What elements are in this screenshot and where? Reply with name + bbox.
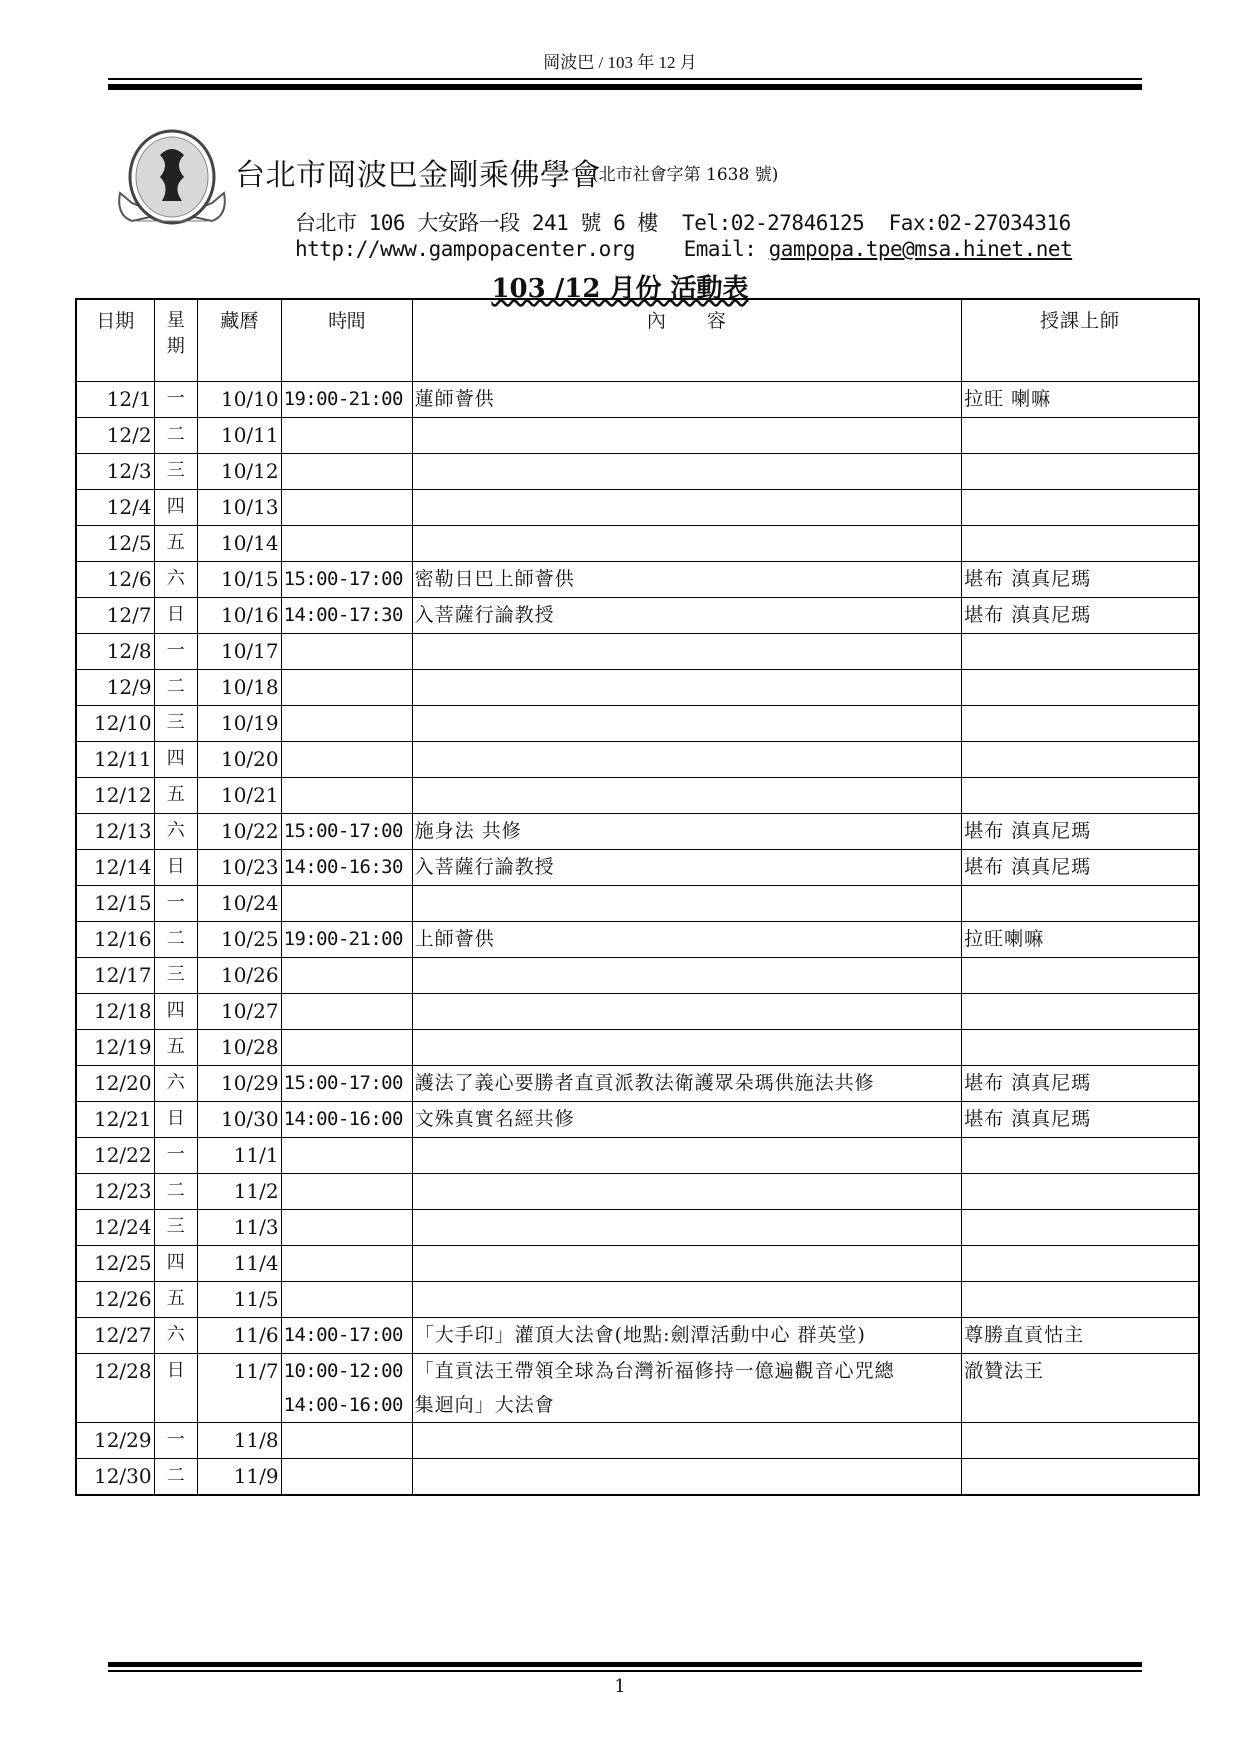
page-title: 103 /12 月份 活動表: [491, 274, 749, 304]
cell-teacher: [962, 994, 1199, 1030]
cell-lunar-date: 11/8: [197, 1423, 281, 1459]
cell-content: [412, 1138, 961, 1174]
cell-teacher: [962, 670, 1199, 706]
cell-weekday: 四: [154, 742, 197, 778]
cell-teacher: [962, 526, 1199, 562]
cell-content: 施身法 共修: [412, 814, 961, 850]
cell-date: 12/27: [76, 1318, 154, 1354]
cell-date: 12/21: [76, 1102, 154, 1138]
cell-weekday: 四: [154, 1246, 197, 1282]
cell-content: 護法了義心要勝者直貢派教法衛護眾朵瑪供施法共修: [412, 1066, 961, 1102]
footer-rule: [108, 1662, 1142, 1674]
cell-lunar-date: 10/26: [197, 958, 281, 994]
cell-weekday: 三: [154, 454, 197, 490]
cell-time: 10:00-12:00 14:00-16:00: [281, 1354, 412, 1423]
table-row: [76, 1459, 1199, 1496]
cell-date: 12/8: [76, 634, 154, 670]
table-row: [76, 526, 1199, 562]
cell-lunar-date: 10/15: [197, 562, 281, 598]
table-row: [76, 850, 1199, 886]
cell-teacher: [962, 454, 1199, 490]
page-number: 1: [614, 1676, 626, 1697]
cell-time: [281, 994, 412, 1030]
cell-weekday: 六: [154, 562, 197, 598]
cell-lunar-date: 10/28: [197, 1030, 281, 1066]
website-url[interactable]: http://www.gampopacenter.org Email:: [295, 237, 769, 261]
cell-content: [412, 670, 961, 706]
cell-time: [281, 1246, 412, 1282]
cell-time: 15:00-17:00: [281, 1066, 412, 1102]
cell-teacher: [962, 1030, 1199, 1066]
cell-weekday: 一: [154, 1138, 197, 1174]
cell-time: [281, 706, 412, 742]
cell-time: 14:00-16:30: [281, 850, 412, 886]
cell-teacher: 澈贊法王: [962, 1354, 1199, 1423]
cell-date: 12/11: [76, 742, 154, 778]
cell-date: 12/22: [76, 1138, 154, 1174]
table-row: [76, 1354, 1199, 1423]
cell-time: [281, 670, 412, 706]
cell-teacher: 堪布 滇真尼瑪: [962, 1066, 1199, 1102]
cell-content: 密勒日巴上師薈供: [412, 562, 961, 598]
cell-teacher: [962, 1174, 1199, 1210]
cell-lunar-date: 10/22: [197, 814, 281, 850]
col-lunar-header: 藏曆: [197, 299, 281, 382]
table-row: [76, 1282, 1199, 1318]
cell-date: 12/17: [76, 958, 154, 994]
cell-weekday: 日: [154, 598, 197, 634]
cell-teacher: [962, 634, 1199, 670]
table-row: [76, 562, 1199, 598]
cell-date: 12/28: [76, 1354, 154, 1423]
cell-date: 12/2: [76, 418, 154, 454]
cell-lunar-date: 11/3: [197, 1210, 281, 1246]
cell-content: [412, 418, 961, 454]
cell-teacher: 堪布 滇真尼瑪: [962, 1102, 1199, 1138]
cell-date: 12/30: [76, 1459, 154, 1496]
cell-date: 12/13: [76, 814, 154, 850]
cell-date: 12/20: [76, 1066, 154, 1102]
cell-date: 12/24: [76, 1210, 154, 1246]
cell-content: 文殊真實名經共修: [412, 1102, 961, 1138]
table-row: [76, 706, 1199, 742]
table-row: [76, 634, 1199, 670]
cell-lunar-date: 11/6: [197, 1318, 281, 1354]
cell-lunar-date: 10/17: [197, 634, 281, 670]
cell-content: [412, 634, 961, 670]
org-contact: [295, 237, 1072, 261]
cell-time: 15:00-17:00: [281, 814, 412, 850]
cell-lunar-date: 10/20: [197, 742, 281, 778]
cell-lunar-date: 11/2: [197, 1174, 281, 1210]
cell-weekday: 五: [154, 1282, 197, 1318]
org-name: 台北市岡波巴金剛乘佛學會: [235, 158, 601, 193]
cell-teacher: 堪布 滇真尼瑪: [962, 598, 1199, 634]
table-row: [76, 958, 1199, 994]
cell-date: 12/14: [76, 850, 154, 886]
table-row: [76, 994, 1199, 1030]
cell-time: [281, 1282, 412, 1318]
cell-time: 14:00-17:30: [281, 598, 412, 634]
cell-content: 「直貢法王帶領全球為台灣祈福修持一億遍觀音心咒總 集迴向」大法會: [412, 1354, 961, 1423]
cell-date: 12/9: [76, 670, 154, 706]
cell-teacher: [962, 490, 1199, 526]
cell-date: 12/15: [76, 886, 154, 922]
cell-time: [281, 418, 412, 454]
cell-date: 12/12: [76, 778, 154, 814]
cell-content: [412, 886, 961, 922]
cell-weekday: 二: [154, 1174, 197, 1210]
cell-date: 12/3: [76, 454, 154, 490]
cell-content: 「大手印」灌頂大法會(地點:劍潭活動中心 群英堂): [412, 1318, 961, 1354]
table-header-row: [76, 299, 1199, 382]
cell-weekday: 五: [154, 778, 197, 814]
table-row: [76, 490, 1199, 526]
cell-teacher: 拉旺喇嘛: [962, 922, 1199, 958]
cell-weekday: 六: [154, 814, 197, 850]
cell-weekday: 五: [154, 526, 197, 562]
cell-date: 12/18: [76, 994, 154, 1030]
cell-time: [281, 526, 412, 562]
cell-teacher: [962, 778, 1199, 814]
cell-weekday: 四: [154, 490, 197, 526]
cell-content: [412, 1423, 961, 1459]
cell-time: [281, 1459, 412, 1496]
col-weekday-header: 星 期: [154, 299, 197, 382]
cell-content: [412, 778, 961, 814]
cell-lunar-date: 10/30: [197, 1102, 281, 1138]
cell-content: [412, 454, 961, 490]
cell-content: 入菩薩行論教授: [412, 850, 961, 886]
cell-time: [281, 1030, 412, 1066]
cell-weekday: 日: [154, 1354, 197, 1423]
cell-weekday: 二: [154, 418, 197, 454]
cell-lunar-date: 11/9: [197, 1459, 281, 1496]
cell-weekday: 五: [154, 1030, 197, 1066]
cell-weekday: 日: [154, 1102, 197, 1138]
cell-lunar-date: 10/18: [197, 670, 281, 706]
cell-lunar-date: 11/1: [197, 1138, 281, 1174]
activity-table: [75, 298, 1200, 1496]
cell-content: 入菩薩行論教授: [412, 598, 961, 634]
cell-content: 蓮師薈供: [412, 382, 961, 418]
cell-date: 12/16: [76, 922, 154, 958]
cell-weekday: 一: [154, 1423, 197, 1459]
table-row: [76, 418, 1199, 454]
table-row: [76, 1318, 1199, 1354]
cell-content: [412, 1210, 961, 1246]
cell-lunar-date: 10/21: [197, 778, 281, 814]
cell-teacher: [962, 886, 1199, 922]
cell-teacher: [962, 1246, 1199, 1282]
table-row: [76, 598, 1199, 634]
cell-time: [281, 1138, 412, 1174]
cell-weekday: 一: [154, 634, 197, 670]
cell-date: 12/26: [76, 1282, 154, 1318]
cell-weekday: 一: [154, 382, 197, 418]
cell-teacher: [962, 1423, 1199, 1459]
email-link[interactable]: gampopa.tpe@msa.hinet.net: [768, 237, 1073, 261]
cell-teacher: [962, 958, 1199, 994]
table-row: [76, 382, 1199, 418]
cell-content: [412, 1030, 961, 1066]
table-row: [76, 1423, 1199, 1459]
cell-weekday: 三: [154, 1210, 197, 1246]
cell-time: 14:00-16:00: [281, 1102, 412, 1138]
cell-lunar-date: 10/25: [197, 922, 281, 958]
cell-content: [412, 1282, 961, 1318]
cell-date: 12/7: [76, 598, 154, 634]
cell-date: 12/29: [76, 1423, 154, 1459]
cell-teacher: 堪布 滇真尼瑪: [962, 850, 1199, 886]
cell-lunar-date: 10/16: [197, 598, 281, 634]
cell-lunar-date: 11/4: [197, 1246, 281, 1282]
table-row: [76, 1102, 1199, 1138]
col-content-header: 內 容: [412, 299, 961, 382]
cell-teacher: 拉旺 喇嘛: [962, 382, 1199, 418]
org-registration: (北市社會字第 1638 號): [592, 165, 779, 185]
cell-content: [412, 994, 961, 1030]
cell-teacher: [962, 1282, 1199, 1318]
table-row: [76, 1174, 1199, 1210]
cell-time: [281, 742, 412, 778]
cell-date: 12/23: [76, 1174, 154, 1210]
cell-teacher: [962, 418, 1199, 454]
cell-time: [281, 1210, 412, 1246]
table-row: [76, 454, 1199, 490]
cell-teacher: [962, 1210, 1199, 1246]
cell-lunar-date: 10/10: [197, 382, 281, 418]
cell-weekday: 三: [154, 706, 197, 742]
cell-teacher: 堪布 滇真尼瑪: [962, 562, 1199, 598]
table-row: [76, 1066, 1199, 1102]
cell-lunar-date: 10/24: [197, 886, 281, 922]
col-date-header: 日期: [76, 299, 154, 382]
cell-date: 12/25: [76, 1246, 154, 1282]
table-row: [76, 922, 1199, 958]
cell-lunar-date: 10/14: [197, 526, 281, 562]
col-time-header: 時間: [281, 299, 412, 382]
cell-weekday: 二: [154, 922, 197, 958]
cell-lunar-date: 11/5: [197, 1282, 281, 1318]
cell-weekday: 六: [154, 1318, 197, 1354]
table-row: [76, 886, 1199, 922]
cell-teacher: [962, 706, 1199, 742]
cell-time: 19:00-21:00: [281, 382, 412, 418]
running-header: 岡波巴 / 103 年 12 月: [543, 53, 697, 72]
cell-time: [281, 454, 412, 490]
cell-weekday: 二: [154, 670, 197, 706]
cell-time: [281, 1174, 412, 1210]
cell-content: [412, 1174, 961, 1210]
cell-weekday: 六: [154, 1066, 197, 1102]
cell-teacher: 堪布 滇真尼瑪: [962, 814, 1199, 850]
cell-date: 12/5: [76, 526, 154, 562]
table-row: [76, 778, 1199, 814]
cell-lunar-date: 10/23: [197, 850, 281, 886]
cell-time: [281, 490, 412, 526]
cell-weekday: 二: [154, 1459, 197, 1496]
cell-date: 12/10: [76, 706, 154, 742]
org-address: 台北市 106 大安路一段 241 號 6 樓 Tel:02-27846125 Fax:02-27034316: [295, 211, 1071, 235]
cell-teacher: 尊勝直貢怙主: [962, 1318, 1199, 1354]
table-row: [76, 1210, 1199, 1246]
cell-time: [281, 634, 412, 670]
table-row: [76, 814, 1199, 850]
col-teacher-header: 授課上師: [962, 299, 1199, 382]
cell-weekday: 日: [154, 850, 197, 886]
cell-time: 15:00-17:00: [281, 562, 412, 598]
cell-lunar-date: 10/27: [197, 994, 281, 1030]
cell-date: 12/6: [76, 562, 154, 598]
table-row: [76, 1030, 1199, 1066]
cell-time: [281, 778, 412, 814]
cell-date: 12/4: [76, 490, 154, 526]
cell-time: [281, 1423, 412, 1459]
cell-date: 12/1: [76, 382, 154, 418]
cell-lunar-date: 10/12: [197, 454, 281, 490]
cell-time: [281, 958, 412, 994]
cell-lunar-date: 11/7: [197, 1354, 281, 1423]
table-row: [76, 742, 1199, 778]
cell-teacher: [962, 742, 1199, 778]
cell-weekday: 三: [154, 958, 197, 994]
cell-content: [412, 742, 961, 778]
cell-weekday: 一: [154, 886, 197, 922]
cell-weekday: 四: [154, 994, 197, 1030]
cell-content: [412, 1459, 961, 1496]
table-row: [76, 1246, 1199, 1282]
cell-content: [412, 958, 961, 994]
cell-lunar-date: 10/19: [197, 706, 281, 742]
cell-lunar-date: 10/13: [197, 490, 281, 526]
cell-content: 上師薈供: [412, 922, 961, 958]
cell-content: [412, 490, 961, 526]
cell-time: 19:00-21:00: [281, 922, 412, 958]
cell-teacher: [962, 1459, 1199, 1496]
cell-content: [412, 1246, 961, 1282]
cell-teacher: [962, 1138, 1199, 1174]
cell-content: [412, 526, 961, 562]
cell-content: [412, 706, 961, 742]
table-row: [76, 670, 1199, 706]
cell-lunar-date: 10/11: [197, 418, 281, 454]
header-rule: [108, 78, 1142, 96]
cell-time: [281, 886, 412, 922]
org-logo-icon: [112, 125, 232, 245]
cell-date: 12/19: [76, 1030, 154, 1066]
table-row: [76, 1138, 1199, 1174]
cell-time: 14:00-17:00: [281, 1318, 412, 1354]
cell-lunar-date: 10/29: [197, 1066, 281, 1102]
